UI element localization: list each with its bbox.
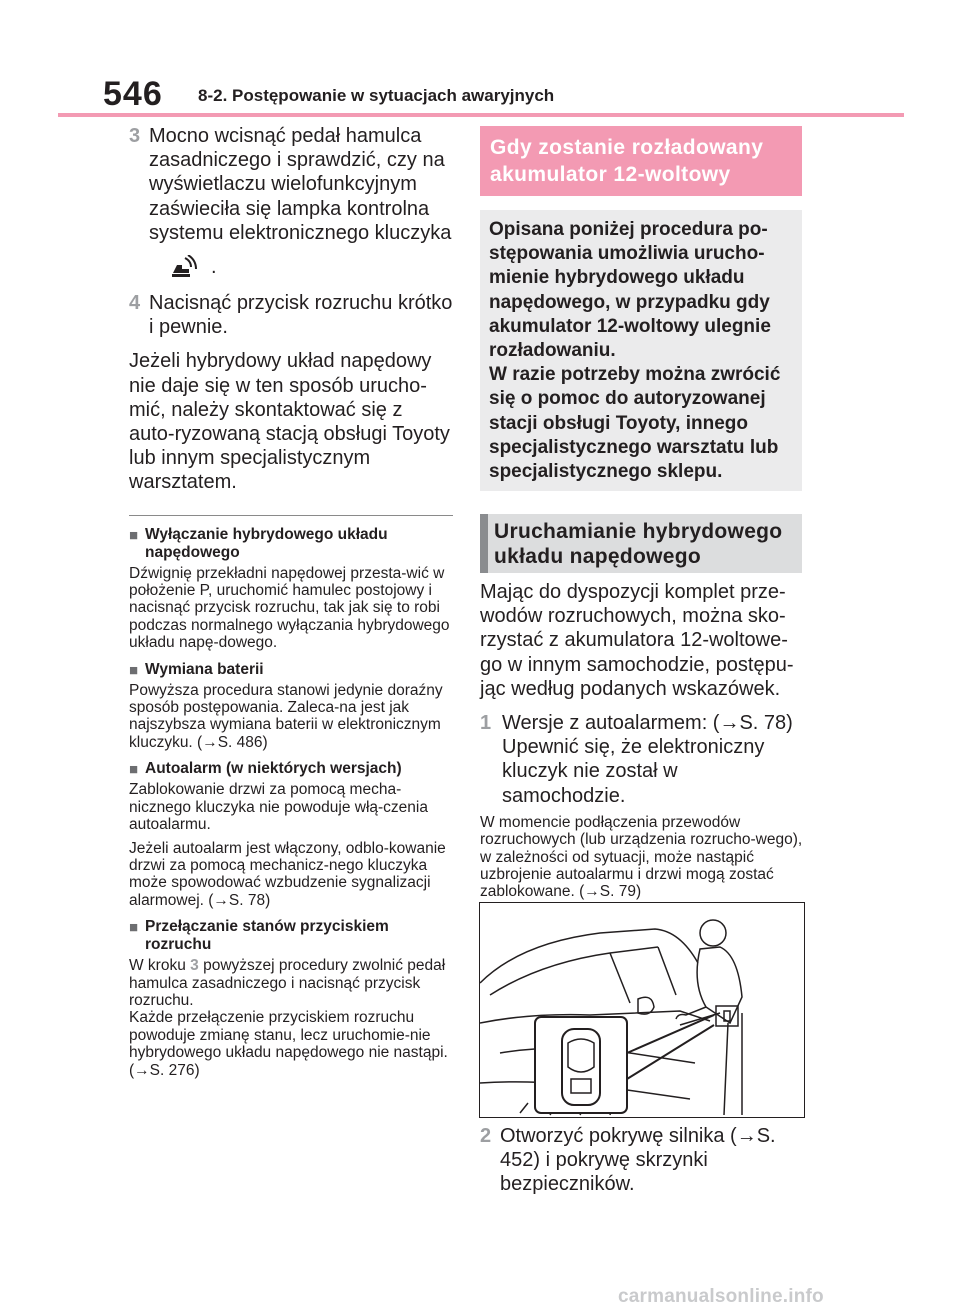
note-title: Wyłączanie hybrydowego układu napędowego <box>145 525 388 561</box>
step-number: 3 <box>129 125 141 147</box>
car-key-illustration <box>480 903 804 1117</box>
right-column <box>480 580 804 901</box>
section-title: 8-2. Postępowanie w sytuacjach awaryjnych <box>198 86 555 105</box>
bullet-square-icon: ■ <box>129 526 139 544</box>
info-paragraph: Jeżeli hybrydowy układ napędowy nie daje się w ten sposób urucho-mić, należy skontaktować się z auto-ryzowaną stacją obsługi Toyoty lub innym specjalistycznym warsztatem. <box>129 350 450 494</box>
page-number: 546 <box>103 75 163 113</box>
step-3 <box>129 124 453 245</box>
watermark: carmanualsonline.info <box>618 1286 824 1307</box>
step-text: Otworzyć pokrywę silnika (→S. 452) i pokrywę skrzynki bezpieczników. <box>500 1125 776 1196</box>
note-heading <box>129 661 453 679</box>
heading-bar <box>480 514 488 573</box>
step-number: 1 <box>480 712 492 735</box>
bullet-square-icon: ■ <box>129 919 139 937</box>
key-indicator-line <box>129 245 453 289</box>
smart-key-indicator-icon <box>169 255 199 279</box>
note-text: powyższej procedury zwolnić pedał hamulca zasadniczego i nacisnąć przycisk rozruchu. <box>129 957 446 1009</box>
header-divider <box>58 113 904 117</box>
note-heading <box>129 760 453 778</box>
step-number: 2 <box>480 1125 492 1147</box>
note-body: Dźwignię przekładni napędowej przesta-wić w położenie P, uruchomić hamulec postojowy i nacisnąć przycisk rozruchu, tak jak się to robi podczas normalnego wyłączania hybrydowego układu napę-dowego. <box>129 564 450 652</box>
section-heading-box <box>480 126 802 196</box>
note-body <box>129 957 453 1009</box>
note-title: Autoalarm (w niektórych wersjach) <box>145 760 402 778</box>
note-heading <box>129 918 453 954</box>
note-text: W kroku <box>129 957 191 975</box>
step-text: Nacisnąć przycisk rozruchu krótko i pewnie. <box>149 292 453 339</box>
subsection-heading-box <box>480 514 802 573</box>
note-body: Zablokowanie drzwi za pomocą mecha-nicznego kluczyka nie powoduje włą-czenia autoalarmu. <box>129 781 428 834</box>
note-battery <box>129 661 453 752</box>
bullet-square-icon: ■ <box>129 761 139 779</box>
note-body: Każde przełączenie przyciskiem rozruchu powoduje zmianę stanu, lecz uruchomie-nie hybrydowego układu napędowego nie nastąpi. (→S. 276) <box>129 1009 448 1079</box>
step-2 <box>480 1124 804 1197</box>
note-body: Jeżeli autoalarm jest włączony, odblo-kowanie drzwi za pomocą mechanicz-nego kluczyka może spowodować wzbudzenie sygnalizacji alarmowej. (→S. 78) <box>129 839 446 909</box>
step-text: Wersje z autoalarmem: (→S. 78) Upewnić się, że elektroniczny kluczyk nie został w samochodzie. <box>502 712 793 807</box>
step-reference: 3 <box>190 957 199 975</box>
subsection-heading: Uruchamianie hybrydowego układu napędowego <box>494 520 783 568</box>
intro-text: Opisana poniżej procedura po-stępowania umożliwia urucho-mienie hybrydowego układu napędowego, w przypadku gdy akumulator 12-woltowy ulegnie rozładowaniu. W razie potrzeby można zwrócić się o pomoc do autoryzowanej stacji obsługi Toyoty, innego specjalistycznego warsztatu lub specjalistycznego sklepu. <box>489 219 781 483</box>
step-4 <box>129 291 453 339</box>
intro-box <box>480 210 802 491</box>
note-heading <box>129 526 453 562</box>
note-alarm <box>129 760 453 909</box>
notes-divider <box>129 515 453 516</box>
bullet-square-icon: ■ <box>129 661 139 679</box>
left-column <box>129 124 453 1079</box>
illustration-frame <box>479 902 805 1118</box>
step-number: 4 <box>129 292 141 315</box>
step-text: Mocno wcisnąć pedał hamulca zasadniczego i sprawdzić, czy na wyświetlaczu wielofunkcyjnym zaświeciła się lampka kontrolna systemu elektronicznego kluczyka <box>149 125 452 244</box>
right-column-bottom <box>480 1124 804 1197</box>
note-body: Powyższa procedura stanowi jedynie doraźny sposób postępowania. Zaleca-na jest jak najszybsza wymiana baterii w elektronicznym kluczyku. (→S. 486) <box>129 681 443 751</box>
step-note: W momencie podłączenia przewodów rozruchowych (lub urządzenia rozrucho-wego), w zależności od sytuacji, może nastąpić uzbrojenie autoalarmu i drzwi mogą zostać zablokowane. (→S. 79) <box>480 813 803 901</box>
note-title: Przełączanie stanów przyciskiem rozruchu <box>145 918 389 954</box>
note-shutdown <box>129 526 453 652</box>
note-title: Wymiana baterii <box>145 660 264 678</box>
step-1 <box>480 711 804 808</box>
note-switching <box>129 918 453 1079</box>
key-suffix: . <box>211 255 217 278</box>
section-heading: Gdy zostanie rozładowany akumulator 12-woltowy <box>490 136 764 186</box>
intro-paragraph: Mając do dyspozycji komplet prze-wodów rozruchowych, można sko-rzystać z akumulatora 12-woltowe-go w innym samochodzie, postępu-jąc według podanych wskazówek. <box>480 581 794 700</box>
